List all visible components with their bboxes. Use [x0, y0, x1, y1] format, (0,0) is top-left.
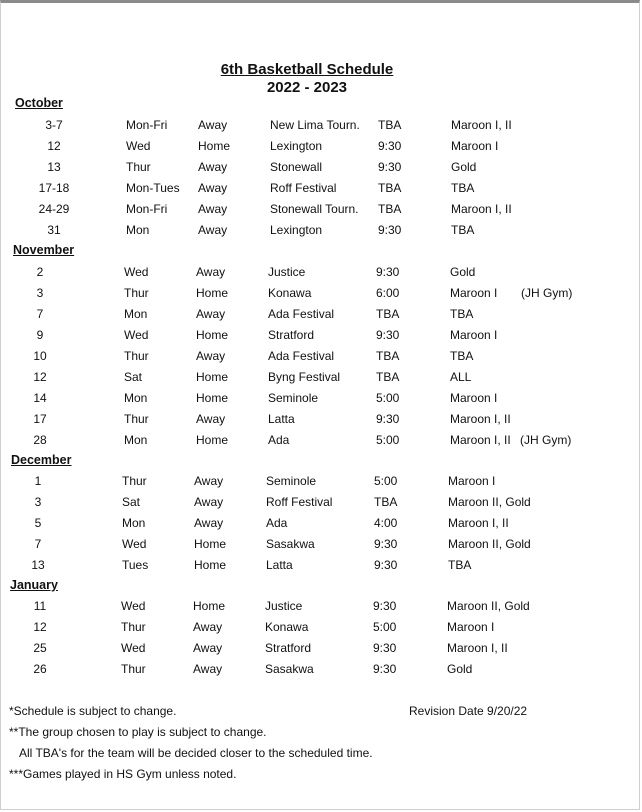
game-row [0, 328, 640, 344]
game-date: 17-18 [38, 181, 70, 195]
game-opponent: Byng Festival [268, 370, 341, 384]
game-time: TBA [376, 370, 400, 384]
game-location: Away [196, 265, 226, 279]
game-location: Away [198, 223, 228, 237]
game-time: 9:30 [373, 599, 397, 613]
game-location: Away [198, 160, 228, 174]
game-location: Away [193, 641, 223, 655]
game-location: Home [198, 139, 231, 153]
game-opponent: Ada [268, 433, 290, 447]
game-location: Home [194, 558, 227, 572]
game-date: 17 [33, 412, 47, 426]
game-time: 4:00 [374, 516, 398, 530]
game-time: 9:30 [378, 139, 402, 153]
game-team: Maroon I, II [447, 641, 508, 655]
game-date: 2 [36, 265, 44, 279]
game-date: 9 [36, 328, 44, 342]
game-team: TBA [451, 223, 475, 237]
game-row [0, 307, 640, 323]
game-time: 9:30 [378, 223, 402, 237]
game-location: Home [196, 286, 229, 300]
game-team: TBA [448, 558, 472, 572]
game-row [0, 202, 640, 218]
game-team: Maroon II, Gold [447, 599, 530, 613]
game-venue-note: (JH Gym) [520, 433, 572, 447]
game-opponent: Stonewall Tourn. [270, 202, 359, 216]
game-day: Thur [124, 286, 149, 300]
game-day: Thur [126, 160, 151, 174]
game-team: Maroon I, II [451, 202, 512, 216]
game-time: 6:00 [376, 286, 400, 300]
game-time: 5:00 [376, 391, 400, 405]
game-day: Mon-Tues [126, 181, 180, 195]
game-time: TBA [376, 349, 400, 363]
game-opponent: Seminole [266, 474, 317, 488]
game-row [0, 139, 640, 155]
game-time: 5:00 [373, 620, 397, 634]
game-day: Wed [124, 328, 149, 342]
game-team: Maroon II, Gold [448, 495, 531, 509]
game-location: Away [198, 118, 228, 132]
game-time: 9:30 [374, 537, 398, 551]
game-row [0, 391, 640, 407]
game-day: Mon [122, 516, 146, 530]
game-day: Thur [121, 620, 146, 634]
game-time: 9:30 [374, 558, 398, 572]
game-day: Thur [124, 349, 149, 363]
game-day: Mon [124, 433, 148, 447]
game-date: 13 [31, 558, 45, 572]
game-location: Away [196, 412, 226, 426]
game-location: Home [193, 599, 226, 613]
game-date: 11 [33, 599, 47, 613]
schedule-title: 6th Basketball Schedule [220, 61, 394, 78]
game-opponent: Roff Festival [270, 181, 337, 195]
game-row [0, 181, 640, 197]
game-row [0, 118, 640, 134]
game-date: 12 [33, 620, 47, 634]
game-time: 9:30 [378, 160, 402, 174]
month-heading: October [15, 96, 63, 110]
footnote-hs-gym: ***Games played in HS Gym unless noted. [9, 767, 237, 781]
game-team: ALL [450, 370, 472, 384]
game-day: Mon-Fri [126, 118, 168, 132]
game-row [0, 599, 640, 615]
game-date: 1 [34, 474, 42, 488]
game-location: Home [196, 370, 229, 384]
game-team: TBA [450, 307, 474, 321]
game-date: 26 [33, 662, 47, 676]
game-team: Gold [447, 662, 473, 676]
game-team: Maroon I, II [448, 516, 509, 530]
game-team: Gold [450, 265, 476, 279]
game-time: TBA [376, 307, 400, 321]
game-opponent: Roff Festival [266, 495, 333, 509]
game-row [0, 433, 640, 449]
game-date: 24-29 [38, 202, 70, 216]
game-date: 7 [34, 537, 42, 551]
game-time: 9:30 [376, 265, 400, 279]
game-location: Away [193, 662, 223, 676]
game-day: Sat [124, 370, 143, 384]
game-opponent: Latta [266, 558, 293, 572]
game-opponent: Lexington [270, 139, 323, 153]
game-time: TBA [374, 495, 398, 509]
game-row [0, 641, 640, 657]
game-date: 25 [33, 641, 47, 655]
game-opponent: Ada Festival [268, 307, 335, 321]
season-years: 2022 - 2023 [266, 79, 348, 96]
game-opponent: Justice [268, 265, 306, 279]
game-date: 3 [34, 495, 42, 509]
game-location: Away [194, 516, 224, 530]
game-time: 9:30 [373, 641, 397, 655]
game-row [0, 558, 640, 574]
month-heading: December [11, 453, 72, 467]
game-location: Away [196, 349, 226, 363]
game-location: Away [193, 620, 223, 634]
game-row [0, 620, 640, 636]
game-day: Thur [122, 474, 147, 488]
game-team: Maroon I, II [450, 412, 511, 426]
game-day: Thur [124, 412, 149, 426]
game-date: 14 [33, 391, 47, 405]
game-team: Maroon I [447, 620, 495, 634]
game-row [0, 474, 640, 490]
game-day: Sat [122, 495, 141, 509]
game-day: Thur [121, 662, 146, 676]
game-time: TBA [378, 202, 402, 216]
game-opponent: Konawa [268, 286, 312, 300]
game-row [0, 223, 640, 239]
game-row [0, 495, 640, 511]
game-location: Away [198, 181, 228, 195]
game-location: Home [196, 328, 229, 342]
game-row [0, 537, 640, 553]
game-location: Home [196, 391, 229, 405]
game-day: Wed [121, 599, 146, 613]
game-date: 12 [33, 370, 47, 384]
game-row [0, 286, 640, 302]
game-team: Maroon I [450, 328, 498, 342]
month-heading: January [10, 578, 58, 592]
game-day: Mon [126, 223, 150, 237]
game-row [0, 516, 640, 532]
game-day: Mon-Fri [126, 202, 168, 216]
game-opponent: Stratford [265, 641, 312, 655]
game-team: Maroon I, II [451, 118, 512, 132]
game-opponent: Ada Festival [268, 349, 335, 363]
game-location: Away [194, 474, 224, 488]
game-date: 10 [33, 349, 47, 363]
game-location: Away [194, 495, 224, 509]
game-time: 9:30 [373, 662, 397, 676]
game-day: Mon [124, 391, 148, 405]
game-row [0, 662, 640, 678]
game-date: 13 [47, 160, 61, 174]
game-opponent: Konawa [265, 620, 309, 634]
revision-date: Revision Date 9/20/22 [409, 704, 528, 718]
game-time: 9:30 [376, 328, 400, 342]
game-day: Wed [121, 641, 146, 655]
game-opponent: Justice [265, 599, 303, 613]
game-location: Away [198, 202, 228, 216]
footnote-schedule-change: *Schedule is subject to change. [9, 704, 177, 718]
game-date: 7 [36, 307, 44, 321]
game-team: TBA [451, 181, 475, 195]
game-team: Gold [451, 160, 477, 174]
game-team: Maroon I [451, 139, 499, 153]
game-opponent: Sasakwa [265, 662, 314, 676]
footnote-tba: All TBA's for the team will be decided closer to the scheduled time. [19, 746, 373, 760]
game-location: Away [196, 307, 226, 321]
game-opponent: Lexington [270, 223, 323, 237]
game-time: 5:00 [374, 474, 398, 488]
game-row [0, 349, 640, 365]
game-day: Mon [124, 307, 148, 321]
game-day: Wed [126, 139, 151, 153]
game-location: Home [196, 433, 229, 447]
game-opponent: Sasakwa [266, 537, 315, 551]
game-date: 31 [47, 223, 61, 237]
game-opponent: Latta [268, 412, 295, 426]
footnote-group-change: **The group chosen to play is subject to change. [9, 725, 267, 739]
game-date: 3-7 [45, 118, 63, 132]
game-time: 5:00 [376, 433, 400, 447]
game-venue-note: (JH Gym) [521, 286, 573, 300]
game-team: TBA [450, 349, 474, 363]
game-team: Maroon I [448, 474, 496, 488]
game-team: Maroon I [450, 286, 498, 300]
game-row [0, 412, 640, 428]
game-opponent: Stratford [268, 328, 315, 342]
game-day: Wed [122, 537, 147, 551]
game-team: Maroon I [450, 391, 498, 405]
game-opponent: Seminole [268, 391, 319, 405]
game-time: TBA [378, 181, 402, 195]
game-date: 28 [33, 433, 47, 447]
game-location: Home [194, 537, 227, 551]
game-row [0, 265, 640, 281]
game-opponent: Ada [266, 516, 288, 530]
game-opponent: New Lima Tourn. [270, 118, 360, 132]
game-date: 3 [36, 286, 44, 300]
game-row [0, 370, 640, 386]
game-team: Maroon I, II [450, 433, 511, 447]
game-date: 12 [47, 139, 61, 153]
game-date: 5 [34, 516, 42, 530]
game-team: Maroon II, Gold [448, 537, 531, 551]
game-time: TBA [378, 118, 402, 132]
game-time: 9:30 [376, 412, 400, 426]
month-heading: November [13, 243, 75, 257]
game-day: Tues [122, 558, 149, 572]
game-day: Wed [124, 265, 149, 279]
game-opponent: Stonewall [270, 160, 323, 174]
game-row [0, 160, 640, 176]
